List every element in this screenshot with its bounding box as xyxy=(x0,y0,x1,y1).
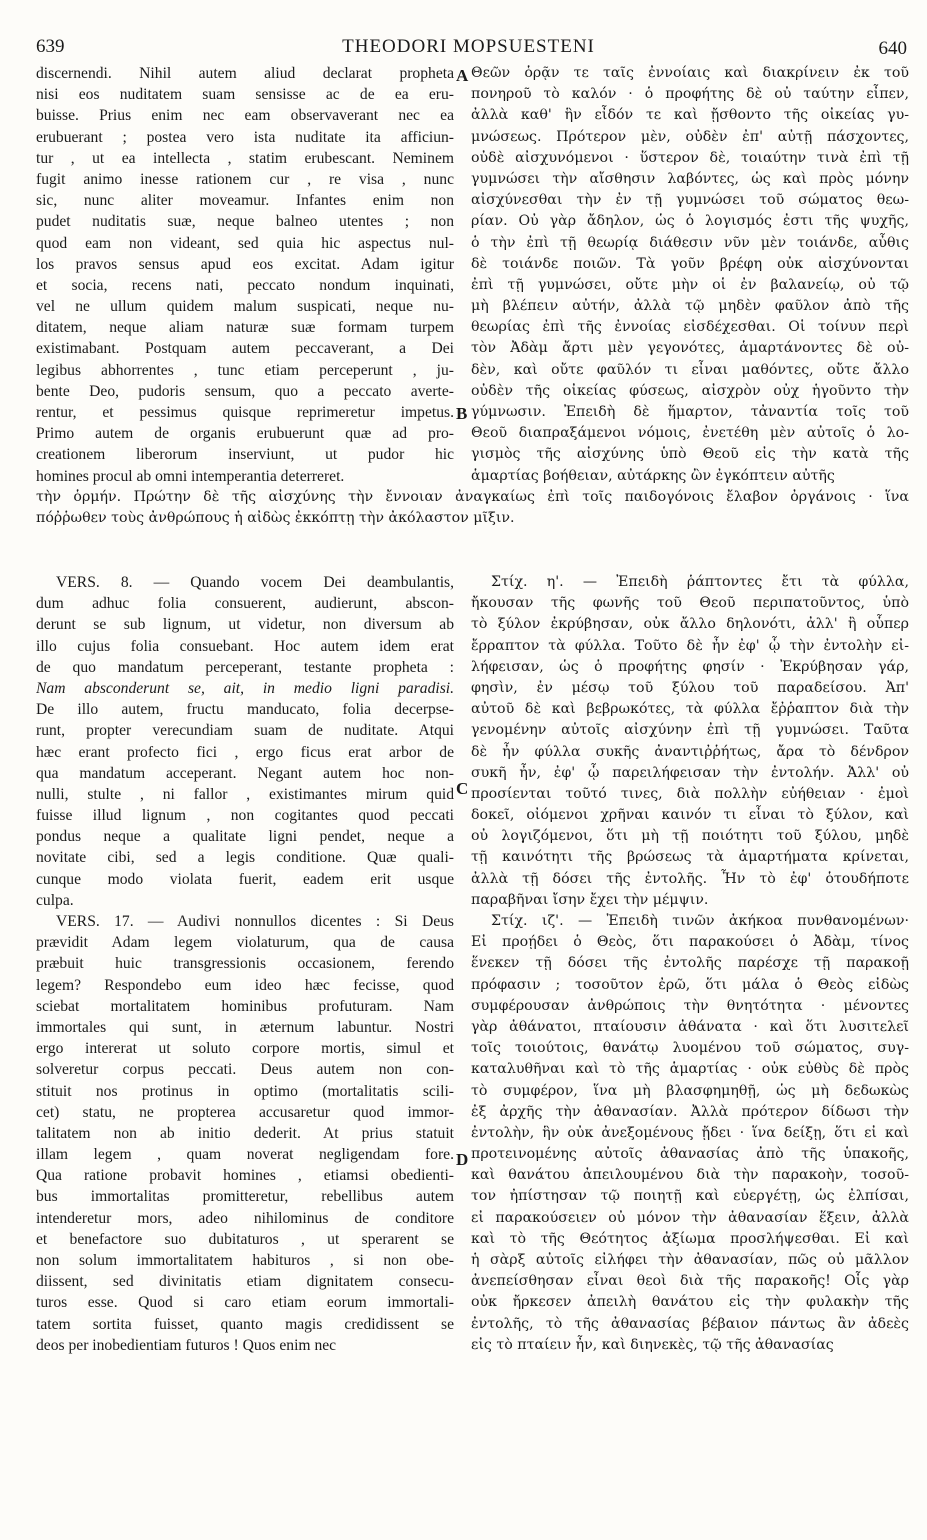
text-line: τον ἠπίστησαν τῷ ποιητῇ καὶ εὐεργέτῃ, ὡς ἐλπίσαι, xyxy=(471,1188,909,1205)
text-line: γὰρ ἀθάνατοι, πταίουσιν ἀθάνατα · καὶ ὅτι λυσιτελεῖ xyxy=(471,1018,909,1035)
text-line: ἤκουσαν τῆς φωνῆς τοῦ Θεοῦ περιπατοῦντος, ὑπὸ xyxy=(471,595,909,612)
text-line: et benefactore suo dubitaturos , ut sperarent se xyxy=(36,1230,454,1248)
text-line: εἰ παρακούσειεν οὐ μόνον τὴν ἀθανασίαν ἕξειν, ἀλλὰ xyxy=(471,1209,909,1226)
text-line: τὴν ὁρμήν. Πρώτην δὲ τῆς αἰσχύνης τὴν ἔννοιαν ἀναγκαίως ἐπὶ τοῖς παιδογόνοις ἔλαβον ὀργάνοις · ἵνα xyxy=(36,489,909,505)
text-line: τὸ ξύλον ἐκρύβησαν, οὐκ ἄλλο δηλονότι, ἀλλ' ἢ οὗπερ xyxy=(471,616,909,633)
greek-column-block-2 xyxy=(471,572,909,1356)
text-line: legem? Respondebo eum ideo hæc fecisse, quod xyxy=(36,976,454,994)
text-line: προτεινομένης αὐτοῖς ἀθανασίας ἀπὸ τῆς ὑπακοῆς, xyxy=(471,1146,909,1163)
greek-full-width-lines xyxy=(36,487,909,529)
text-line: ρίαν. Οὐ γὰρ ἄδηλον, ὡς ὁ λογισμός ἐστι τῆς ψυχῆς, xyxy=(471,213,909,230)
text-line: culpa. xyxy=(36,891,74,909)
text-line: runt, propter verecundiam suam de nuditate. Atqui xyxy=(36,722,454,740)
text-line: Εἰ προῄδει ὁ Θεὸς, ὅτι παρακούσει ὁ Ἀδὰμ, τίνος xyxy=(471,934,909,951)
text-line: ἐξ ἀρχῆς τὴν ἀθανασίαν. Ἀλλὰ πρότερον δίδωσι τὴν xyxy=(471,1103,909,1120)
text-line: οὐδὲ αἰσχυνόμενοι · ὕστερον δὲ, τοιαύτην τινὰ ἐπὶ τῇ xyxy=(471,149,909,166)
text-line: bente Deo, pudoris sensum, quo a peccato averte- xyxy=(36,382,454,400)
text-line: nisi eos nuditatem suam sensisse ac de ea eru- xyxy=(36,86,454,104)
margin-marker-d: D xyxy=(456,1150,469,1169)
text-line: οὐδὲν τῆς οἰκείας φύσεως, αἰσχρὸν οὐχ ἡγοῦντο τὴν xyxy=(471,382,909,399)
text-line: immortales qui sunt, in æternum labuntur. Nostri xyxy=(36,1018,454,1036)
text-line: cet) statu, ne propterea accusaretur quod immor- xyxy=(36,1103,454,1121)
text-line: illo cujus folia consuebant. Hoc autem idem erat xyxy=(36,637,454,655)
text-line: καταλυθῆναι καὶ τὸ τῆς ἁμαρτίας · οὐκ εὐθὺς δὲ πρὸς xyxy=(471,1061,909,1078)
text-line: θεωρίας ἐπὶ τῆς ἐννοίας εἰσδέχεσθαι. Οἱ τοίνυν περὶ xyxy=(471,319,909,336)
text-line: præbuit huic transgressionis occasionem, ferendo xyxy=(36,955,454,973)
text-line: ἀλλὰ καθ' ἣν εἶδόν τε καὶ ᾔσθοντο τῆς οἰκείας γυ- xyxy=(471,107,909,124)
latin-column-block-2 xyxy=(36,572,454,1356)
text-line: VERS. 8. — Quando vocem Dei deambulantis, xyxy=(56,574,454,591)
text-line: pudet nuditatis suæ, neque balneo utentes ; non xyxy=(36,213,454,231)
text-line: prævidit Adam legem violaturum, qua de causa xyxy=(36,934,454,952)
text-line: συμφέρουσαν ἀνθρώποις τὴν θνητότητα · μένοντες xyxy=(471,997,909,1014)
running-title: THEODORI MOPSUESTENI xyxy=(342,36,595,57)
text-line: καὶ θανάτου ἀπειλουμένου διὰ τὴν παρακοὴν, τοσοῦ- xyxy=(471,1167,909,1184)
text-line: τῇ καινότητι τῆς βρώσεως τὰ ἁμαρτήματα κρίνεται, xyxy=(471,849,909,866)
text-line: αἰσχύνεσθαι τὴν ἐν τῇ γυμνώσει τοῦ σώματος θεω- xyxy=(471,192,909,209)
margin-marker-a: A xyxy=(456,66,469,85)
text-line: rentur, et pessimus quisque reprimeretur impetus. xyxy=(36,404,454,421)
text-line: homines procul ab omni intemperantia deterreret. xyxy=(36,467,345,485)
text-line: intenderetur mors, adeo nihilominus de conditore xyxy=(36,1209,454,1227)
text-line: συκῆ ἦν, ἐφ' ᾧ παρειλήφεισαν τὴν ἐντολήν. Ἀλλ' οὐ xyxy=(471,764,909,781)
text-line: Qua ratione probavit homines , etiamsi obedienti- xyxy=(36,1167,454,1185)
text-line: bus immortalitas promitteretur, rebellibus autem xyxy=(36,1188,454,1206)
text-line: ἐντολὴν, ἣν οὐκ ἀνεξομένους ᾔδει · ἵνα δείξῃ, ὅτι εἰ καὶ xyxy=(471,1124,909,1141)
text-line: δοκεῖ, οἰόμενοι χρῆναι καινόν τι εἶναι τὸ ξύλον, καὶ xyxy=(471,807,909,824)
text-line: turos esse. Quod si caro etiam eorum immortali- xyxy=(36,1294,454,1312)
text-line: τὸ συμφέρον, ἵνα μὴ βλασφημηθῇ, ὡς μὴ δεδωκὼς xyxy=(471,1082,909,1099)
text-line: Nam absconderunt se, ait, in medio ligni paradisi. xyxy=(36,679,454,697)
text-line: παραβῆναι ἴσην ἔχει τὴν μέμψιν. xyxy=(471,891,709,908)
text-line: cunque modo violata fuerit, eadem erit usque xyxy=(36,870,454,888)
text-line: οὐ λογιζόμενοι, ὅτι μὴ τῇ ποιότητι τοῦ ξύλου, μηδὲ xyxy=(471,828,909,845)
text-line: πόῤῥωθεν τοὺς ἀνθρώπους ἡ αἰδὼς ἐκκόπτῃ τὴν ἀκόλαστον μῖξιν. xyxy=(36,510,515,527)
text-line: ἔρραπτον τὰ φύλλα. Τοῦτο δὲ ἦν ἐφ' ᾧ τὴν ἐντολὴν εἰ- xyxy=(471,637,909,654)
page-number-left: 639 xyxy=(36,36,65,57)
text-line: talitatem non ab initio dederit. At prius statuit xyxy=(36,1124,454,1142)
text-line: fuisse illud lignum , non cogitantes quod peccati xyxy=(36,807,454,825)
text-line: buisse. Prius enim nec eam observaverant nec ea xyxy=(36,107,454,125)
text-line: δὲ τοιάνδε ποιῶν. Τὰ γοῦν βρέφη οὐκ αἰσχύνονται xyxy=(471,255,909,272)
text-line: derunt se sub lignum, ut videtur, non diversum ab xyxy=(36,616,454,634)
text-line: sciebat mortalitatem hominibus profuturam. Nam xyxy=(36,997,454,1015)
text-line: λήφεισαν, ὡς ὁ προφήτης φησίν · Ἐκρύβησαν γάρ, xyxy=(471,658,909,675)
text-line: τὸν Ἀδὰμ ἄρτι μὲν γεγονότες, ἁμαρτάνοντες δὲ οὐ- xyxy=(471,340,909,357)
text-line: ἐπὶ τῇ γυμνώσει, οὔτε μὴν οἱ ἐν βαλανείῳ, οὐ τῷ xyxy=(471,276,909,293)
text-line: ὁ τὴν ἐπὶ τῇ θεωρίᾳ διάθεσιν νῦν μὲν τοιάνδε, αὖθις xyxy=(471,234,909,251)
text-line: πρόφασιν ; τοσοῦτον ἐρῶ, ὅτι μάλα ὁ Θεὸς εἰδὼς xyxy=(471,976,909,993)
text-line: αὐτοῦ δὲ καὶ βεβρωκότες, τὰ φύλλα ἔῤῥαπτον διὰ τὴν xyxy=(471,701,909,718)
text-line: οὐκ ἤρκεσεν ἀπειλὴ θανάτου εἰς τὴν φυλακὴν τῆς xyxy=(471,1294,909,1311)
text-line: deos per inobedientiam futuros ! Quos enim nec xyxy=(36,1336,337,1354)
text-line: ἡ σὰρξ αὐτοῖς εἰλήφει τὴν ἀθανασίαν, πῶς οὐ μᾶλλον xyxy=(471,1252,909,1268)
text-line: δὲ ἦν φύλλα συκῆς ἀναντιῤῥήτως, ἄρα τὸ δένδρον xyxy=(471,743,909,760)
text-line: γισμὸς τῆς αἰσχύνης ὑπὸ Θεοῦ εἰς τὴν κατὰ τῆς xyxy=(471,446,909,463)
text-line: erubuerant ; postea vero ista nuditate ita afficiun- xyxy=(36,128,454,146)
text-line: ἀνεπείσθησαν εἶναι θεοὶ διὰ τῆς παρακοῆς! Οἷς γὰρ xyxy=(471,1273,909,1290)
text-line: dum adhuc folia consuerent, audierunt, abscon- xyxy=(36,595,454,613)
text-line: qua mandatum acceperant. Negant autem hoc non- xyxy=(36,764,454,782)
text-line: solveretur corpus peccati. Deus autem non con- xyxy=(36,1061,454,1079)
text-line: φησὶν, ἐν μέσῳ τοῦ ξύλου τοῦ παραδείσου. Ἀπ' xyxy=(471,679,909,696)
text-line: τοῖς τοιούτοις, θανάτῳ λυομένου τοῦ σώματος, συγ- xyxy=(471,1040,909,1057)
text-line: fugit animo inesse rationem cur , re visa , nunc xyxy=(36,170,454,188)
text-line: Θεοῦ διαπραξάμενοι νόμοις, ἐνετέθη μὲν αὐτοῖς ὁ λο- xyxy=(471,425,909,442)
text-line: discernendi. Nihil autem aliud declarat propheta xyxy=(36,65,454,82)
text-line: ἁμαρτίας βοήθειαν, αὐτάρκης ὢν ἐγκόπτειν αὐτῆς xyxy=(471,467,835,484)
text-line: ἀλλὰ τῇ δόσει τῆς ἐντολῆς. Ἦν τὸ ἐφ' ὁτουδήποτε xyxy=(471,870,909,887)
text-line: et socia, recens nati, peccato nondum inquinati, xyxy=(36,276,454,294)
text-line: pondus neque a qualitate ligni pendet, neque a xyxy=(36,828,454,846)
text-line: ἕνεκεν τῇ δόσει τῆς ἐντολῆς παρέσχε τῇ παρακοῇ xyxy=(471,955,909,972)
text-line: tatem sortita fuisset, quanto magis credidissent se xyxy=(36,1315,454,1333)
text-line: existimabant. Postquam autem peccaverant, a Dei xyxy=(36,340,454,358)
text-line: δὲν, καὶ οὔτε φαῦλόν τι εἶναι μαθόντες, οὔτε ἄλλο xyxy=(471,361,909,378)
text-line: προσίενται τοῦτό τινες, διὰ πολλὴν εὐήθειαν · ἐμοὶ xyxy=(471,785,909,802)
text-line: los pravos sensus apud eos excitat. Adam igitur xyxy=(36,255,454,273)
margin-marker-b: B xyxy=(456,404,468,423)
text-line: quod eam non videant, sed quia hic aspectus nul- xyxy=(36,234,454,252)
text-line: μνώσεως. Πρότερον μὲν, οὐδὲν ἐπ' αὐτῇ πάσχοντες, xyxy=(471,128,909,145)
text-line: ergo intererat ut soluto corpore mortis, simul et xyxy=(36,1040,454,1058)
text-line: γυμνώσει τὴν αἴσθησιν λαβόντες, ὡς καὶ πρὸς μόνην xyxy=(471,170,909,187)
running-header xyxy=(30,36,907,58)
text-line: sic, nunc aliter moveamur. Infantes enim non xyxy=(36,192,454,210)
text-line: γύμνωσιν. Ἐπειδὴ δὲ ἥμαρτον, τἀναντία τοῖς τοῦ xyxy=(471,404,909,420)
text-line: εἰς τὸ πταίειν ἦν, καὶ διηνεκὲς, τῷ τῆς ἀθανασίας xyxy=(471,1336,834,1353)
text-line: legibus abhorrentes , tunc etiam perceperunt , ju- xyxy=(36,361,454,379)
text-line: μὴ βλέπειν αὐτήν, ἀλλὰ τῷ μηδὲν φαῦλον ἀπὸ τῆς xyxy=(471,298,909,315)
text-line: De illo autem, fructu manducato, folia decerpse- xyxy=(36,701,454,719)
latin-column-block-1 xyxy=(36,63,454,487)
text-line: diissent, sed divinitatis etiam dignitatem consecu- xyxy=(36,1273,454,1291)
text-line: VERS. 17. — Audivi nonnullos dicentes : Si Deus xyxy=(56,913,454,930)
text-line: illam legem , quam noverat negligendam fore. xyxy=(36,1146,454,1164)
text-line: ἐντολῆς, τὸ τῆς ἀθανασίας βέβαιον πάντως ἂν ἀδεὲς xyxy=(471,1315,909,1332)
text-line: non solum immortalitatem habituros , si non obe- xyxy=(36,1252,454,1269)
text-line: de quo mandatum perceperant, testante propheta : xyxy=(36,658,454,676)
text-line: stituit nos protinus in optimo (mortalitatis scili- xyxy=(36,1082,454,1100)
text-line: Θεῶν ὁρᾷν τε ταῖς ἐννοίαις καὶ διακρίνειν ἐκ τοῦ xyxy=(471,65,909,81)
text-line: πονηροῦ τὸ καλόν · ὁ προφήτης δὲ οὐ ταύτην εἶπεν, xyxy=(471,86,909,103)
text-line: Στίχ. ιζ'. — Ἐπειδὴ τινῶν ἀκήκοα πυνθανομένων· xyxy=(491,913,909,929)
text-line: Primo autem de organis erubuerunt quæ ad pro- xyxy=(36,425,454,443)
text-line: nulli, stulte , ni fallor , existimantes mirum quid xyxy=(36,785,454,803)
text-line: vel ne ullum quidem malum suspicati, neque nu- xyxy=(36,298,454,316)
text-line: καὶ τὸ τῆς Θεότητος ἀξίωμα προσλήψεσθαι. Εἰ καὶ xyxy=(471,1230,909,1247)
page-number-right: 640 xyxy=(878,38,907,59)
text-line: hæc erant profecto fici , ergo ficus erat arbor de xyxy=(36,743,454,761)
greek-column-block-1 xyxy=(471,63,909,487)
text-line: novitate cibi, sed a legis conditione. Quæ quali- xyxy=(36,849,454,867)
text-line: tur , ut ea intellecta , statim erubescant. Neminem xyxy=(36,149,454,167)
text-line: creationem liberorum inserviunt, ut pudor hic xyxy=(36,446,454,464)
text-line: ditatem, neque aliam naturæ suæ formam turpem xyxy=(36,319,454,337)
margin-marker-c: C xyxy=(456,779,469,798)
text-line: Στίχ. η'. — Ἐπειδὴ ῥάπτοντες ἔτι τὰ φύλλα, xyxy=(491,574,909,590)
text-line: γενομένην αὐτοῖς αἰσχύνην ἐπὶ τῇ γυμνώσει. Ταῦτα xyxy=(471,722,909,739)
